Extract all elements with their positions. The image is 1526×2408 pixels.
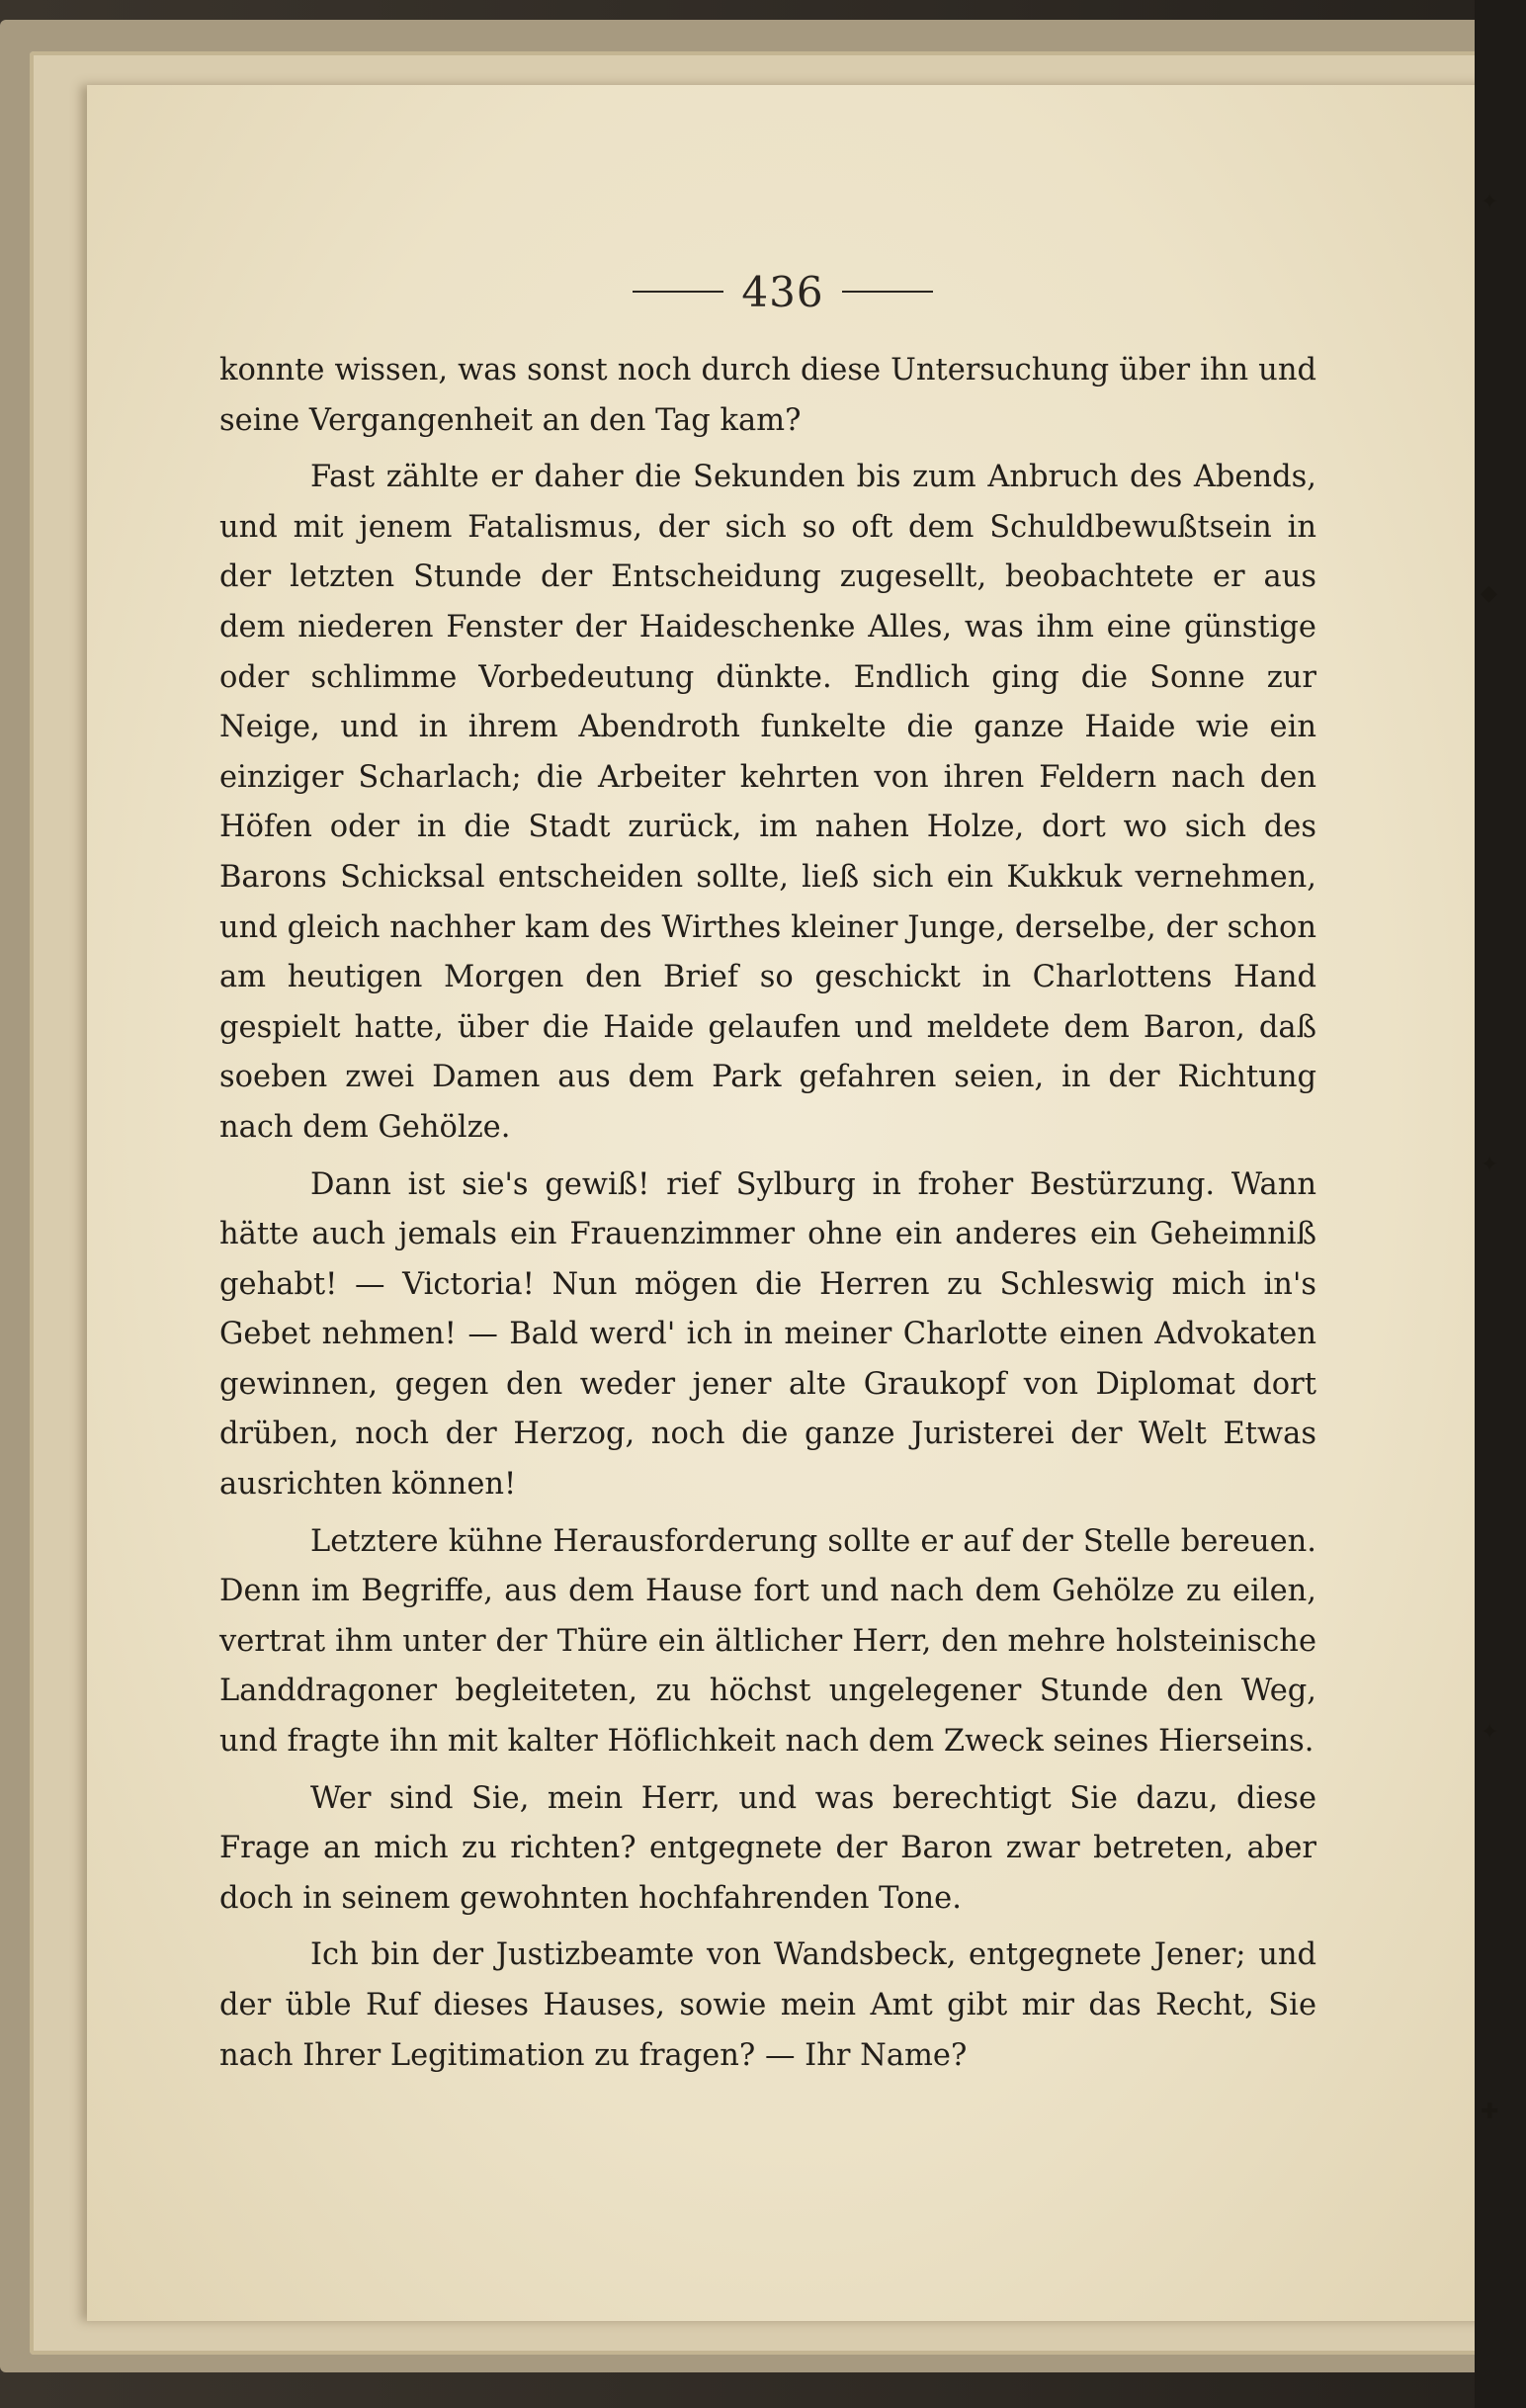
- header-dash-right: [842, 291, 933, 293]
- paragraph: konnte wissen, was sonst noch durch diese Untersuchung über ihn und seine Vergangenheit an den Tag kam?: [219, 353, 1316, 438]
- pin-mark-icon: ✚: [1481, 2100, 1499, 2124]
- page-header: [605, 269, 961, 314]
- paragraph: Wer sind Sie, mein Herr, und was berechtigt Sie dazu, diese Frage an mich zu richten? entgegnete der Baron zwar betreten, aber doch in seinem gewohnten hochfahrenden Tone.: [219, 1780, 1316, 1916]
- pin-mark-icon: ✦: [1481, 190, 1499, 215]
- pin-mark-icon: ✦: [1481, 1153, 1499, 1177]
- paragraph: Ich bin der Justizbeamte von Wandsbeck, entgegnete Jener; und der üble Ruf dieses Hauses, sowie mein Amt gibt mir das Recht, Sie nach Ihrer Legitimation zu fragen? — Ihr Name?: [219, 1937, 1316, 2073]
- paragraph: Dann ist sie's gewiß! rief Sylburg in froher Bestürzung. Wann hätte auch jemals ein Frauenzimmer ohne ein anderes ein Geheimniß gehabt! — Victoria! Nun mögen die Herren zu Schleswig mich in's Gebet nehmen! — Bald werd' ich in meiner Charlotte einen Advokaten gewinnen, gegen den weder jener alte Graukopf von Diplomat dort drüben, noch der Herzog, noch die ganze Juristerei der Welt Etwas ausrichten können!: [219, 1166, 1316, 1503]
- body-text: [219, 346, 1316, 2088]
- pin-mark-icon: ◆: [1481, 581, 1497, 606]
- paragraph: Fast zählte er daher die Sekunden bis zum Anbruch des Abends, und mit jenem Fatalismus, der sich so oft dem Schuldbewußtsein in der letzten Stunde der Entscheidung zugesellt, beobachtete er aus dem niederen Fenster der Haideschenke Alles, was ihm eine günstige oder schlimme Vorbedeutung dünkte. Endlich ging die Sonne zur Neige, und in ihrem Abendroth funkelte die ganze Haide wie ein einziger Scharlach; die Arbeiter kehrten von ihren Feldern nach den Höfen oder in die Stadt zurück, im nahen Holze, dort wo sich des Barons Schicksal entscheiden sollte, ließ sich ein Kukkuk vernehmen, und gleich nachher kam des Wirthes kleiner Junge, derselbe, der schon am heutigen Morgen den Brief so geschickt in Charlottens Hand gespielt hatte, über die Haide gelaufen und meldete dem Baron, daß soeben zwei Damen aus dem Park gefahren seien, in der Richtung nach dem Gehölze.: [219, 460, 1316, 1145]
- binding-edge: [1475, 0, 1526, 2408]
- pin-mark-icon: ✦: [1481, 1720, 1499, 1745]
- page-number: 436: [741, 267, 824, 316]
- header-dash-left: [633, 291, 723, 293]
- paragraph: Letztere kühne Herausforderung sollte er auf der Stelle bereuen. Denn im Begriffe, aus dem Hause fort und nach dem Gehölze zu eilen, vertrat ihm unter der Thüre ein ältlicher Herr, den mehre holsteinische Landdragoner begleiteten, zu höchst ungelegener Stunde den Weg, und fragte ihn mit kalter Höflichkeit nach dem Zweck seines Hierseins.: [219, 1523, 1316, 1760]
